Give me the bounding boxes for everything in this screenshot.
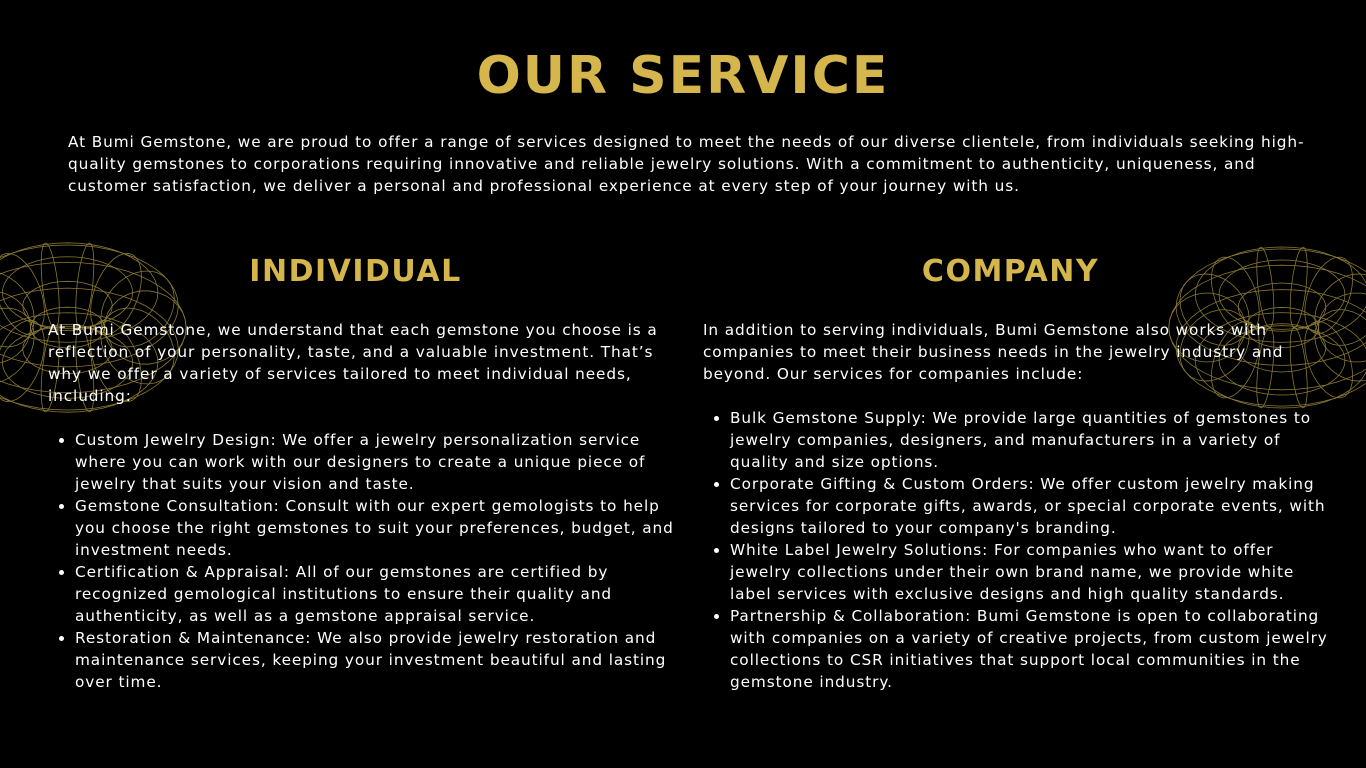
individual-description: At Bumi Gemstone, we understand that each gemstone you choose is a reflection of your personality, taste, and a valuable investment. That’s why we offer a variety of services tailored to meet individual needs, including: [48, 321, 658, 405]
company-services-list [703, 407, 1335, 693]
individual-heading: INDIVIDUAL [249, 254, 462, 289]
intro-paragraph: At Bumi Gemstone, we are proud to offer a range of services designed to meet the needs of our diverse clientele, from individuals seeking high-quality gemstones to corporations requiring innovative and reliable jewelry solutions. With a commitment to authenticity, uniqueness, and customer satisfaction, we deliver a personal and professional experience at every step of your journey with us. [68, 133, 1305, 195]
company-heading: COMPANY [921, 254, 1100, 289]
wireframe-line [0, 271, 34, 347]
page-title: OUR SERVICE [476, 46, 890, 106]
wireframe-line [0, 291, 31, 364]
list-item: • Corporate Gifting & Custom Orders: We offer custom jewelry making services for corporate gifts, awards, or special corporate events, with designs tailored to your company's branding. [730, 473, 1335, 539]
list-item: • Certification & Appraisal: All of our gemstones are certified by recognized gemological institutions to ensure their quality and authenticity, as well as a gemstone appraisal service. [75, 561, 675, 627]
wireframe-line [0, 308, 34, 384]
list-item: • White Label Jewelry Solutions: For companies who want to offer jewelry collections under their own brand name, we provide white label services with exclusive designs and high quality standards. [730, 539, 1335, 605]
list-item: • Restoration & Maintenance: We also provide jewelry restoration and maintenance services, keeping your investment beautiful and lasting over time. [75, 627, 675, 693]
wireframe-line [0, 253, 44, 334]
list-item: • Partnership & Collaboration: Bumi Gemstone is open to collaborating with companies on a variety of creative projects, from custom jewelry collections to CSR initiatives that support local communities in the gemstone industry. [730, 605, 1335, 693]
list-item: • Custom Jewelry Design: We offer a jewelry personalization service where you can work with our designers to create a unique piece of jewelry that suits your vision and taste. [75, 429, 675, 495]
wireframe-line [0, 320, 44, 401]
list-item: • Gemstone Consultation: Consult with our expert gemologists to help you choose the right gemstones to suit your preferences, budget, and investment needs. [75, 495, 675, 561]
company-description: In addition to serving individuals, Bumi Gemstone also works with companies to meet their business needs in the jewelry industry and beyond. Our services for companies include: [703, 321, 1284, 383]
individual-services-list [48, 429, 675, 693]
list-item: • Bulk Gemstone Supply: We provide large quantities of gemstones to jewelry companies, designers, and manufacturers in a variety of quality and size options. [730, 407, 1335, 473]
